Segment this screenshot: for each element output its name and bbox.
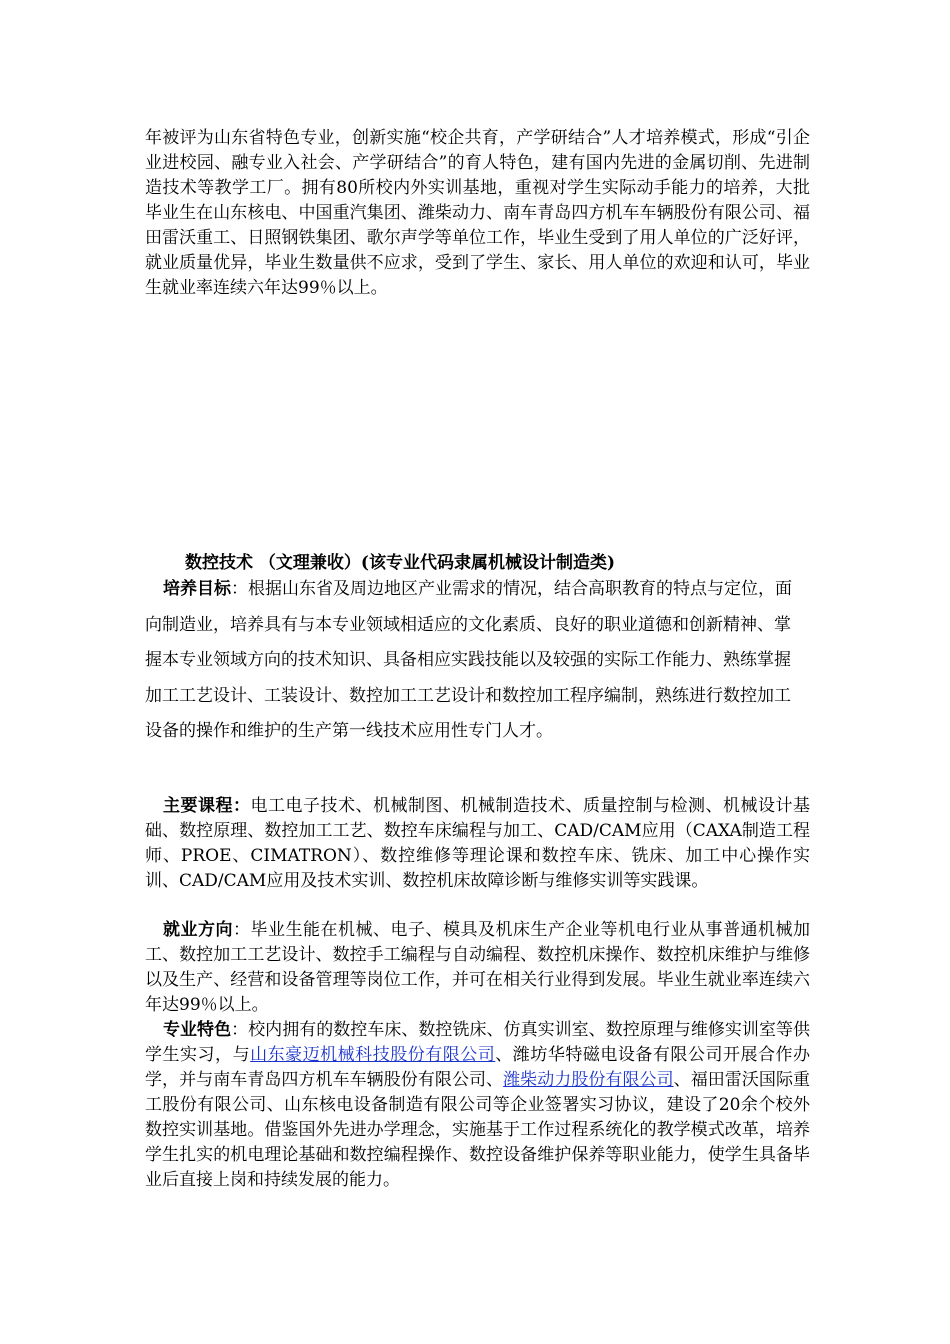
- program-features-text-3: 、福田雷沃国际重工股份有限公司、山东核电设备制造有限公司等企业签署实习协议，建设了20余个校外数控实训基地。借鉴国外先进办学理念，实施基于工作过程系统化的教学模式改革，培养学生扎实的机电理论基础和数控编程操作、数控设备维护保养等职业能力，使学生具备毕业后直接上岗和持续发展的能力。: [145, 1070, 811, 1190]
- program-features-text-2: 、潍坊华特磁电设备有限公司开展合作办学，并与南车青岛四方机车车辆股份有限公司、: [145, 1045, 811, 1090]
- section-title: 数控技术 （文理兼收）(该专业代码隶属机械设计制造类): [185, 553, 616, 573]
- training-goal-text: ：根据山东省及周边地区产业需求的情况，结合高职教育的特点与定位，面向制造业，培养具有与本专业领域相适应的文化素质、良好的职业道德和创新精神、掌握本专业领域方向的技术知识、具备相应实践技能以及较强的实际工作能力、熟练掌握加工工艺设计、工装设计、数控加工工艺设计和数控加工程序编制，熟练进行数控加工设备的操作和维护的生产第一线技术应用性专门人才。: [145, 579, 792, 741]
- main-courses-text: 电工电子技术、机械制图、机械制造技术、质量控制与检测、机械设计基础、数控原理、数控加工工艺、数控车床编程与加工、CAD/CAM应用（CAXA制造工程师、PROE、CIMATRON）、数控维修等理论课和数控车床、铣床、加工中心操作实训、CAD/CAM应用及技术实训、数控机床故障诊断与维修实训等实践课。: [145, 796, 810, 891]
- training-goal-paragraph: [145, 572, 795, 750]
- program-features-label: 专业特色: [163, 1020, 232, 1040]
- main-courses-label: 主要课程：: [163, 796, 251, 816]
- career-direction-label: 就业方向: [163, 920, 233, 940]
- main-courses-paragraph: [145, 794, 810, 894]
- program-features-paragraph: [145, 1018, 810, 1193]
- training-goal-label: 培养目标: [163, 579, 231, 599]
- career-direction-paragraph: [145, 918, 810, 1018]
- haomai-company-link[interactable]: 山东豪迈机械科技股份有限公司: [250, 1045, 496, 1065]
- career-direction-text: ：毕业生能在机械、电子、模具及机床生产企业等机电行业从事普通机械加工、数控加工工艺设计、数控手工编程与自动编程、数控机床操作、数控机床维护与维修以及生产、经营和设备管理等岗位工作，并可在相关行业得到发展。毕业生就业率连续六年达99％以上。: [145, 920, 810, 1015]
- program-features-text-1: ：校内拥有的数控车床、数控铣床、仿真实训室、数控原理与维修实训室等供学生实习，与: [145, 1020, 810, 1065]
- weichai-power-link[interactable]: 潍柴动力股份有限公司: [503, 1070, 674, 1090]
- intro-paragraph: 年被评为山东省特色专业，创新实施“校企共育，产学研结合”人才培养模式，形成“引企业进校园、融专业入社会、产学研结合”的育人特色，建有国内先进的金属切削、先进制造技术等教学工厂。拥有80所校内外实训基地，重视对学生实际动手能力的培养，大批毕业生在山东核电、中国重汽集团、潍柴动力、南车青岛四方机车车辆股份有限公司、福田雷沃重工、日照钢铁集团、歌尔声学等单位工作，毕业生受到了用人单位的广泛好评，就业质量优异，毕业生数量供不应求，受到了学生、家长、用人单位的欢迎和认可，毕业生就业率连续六年达99％以上。: [145, 128, 810, 298]
